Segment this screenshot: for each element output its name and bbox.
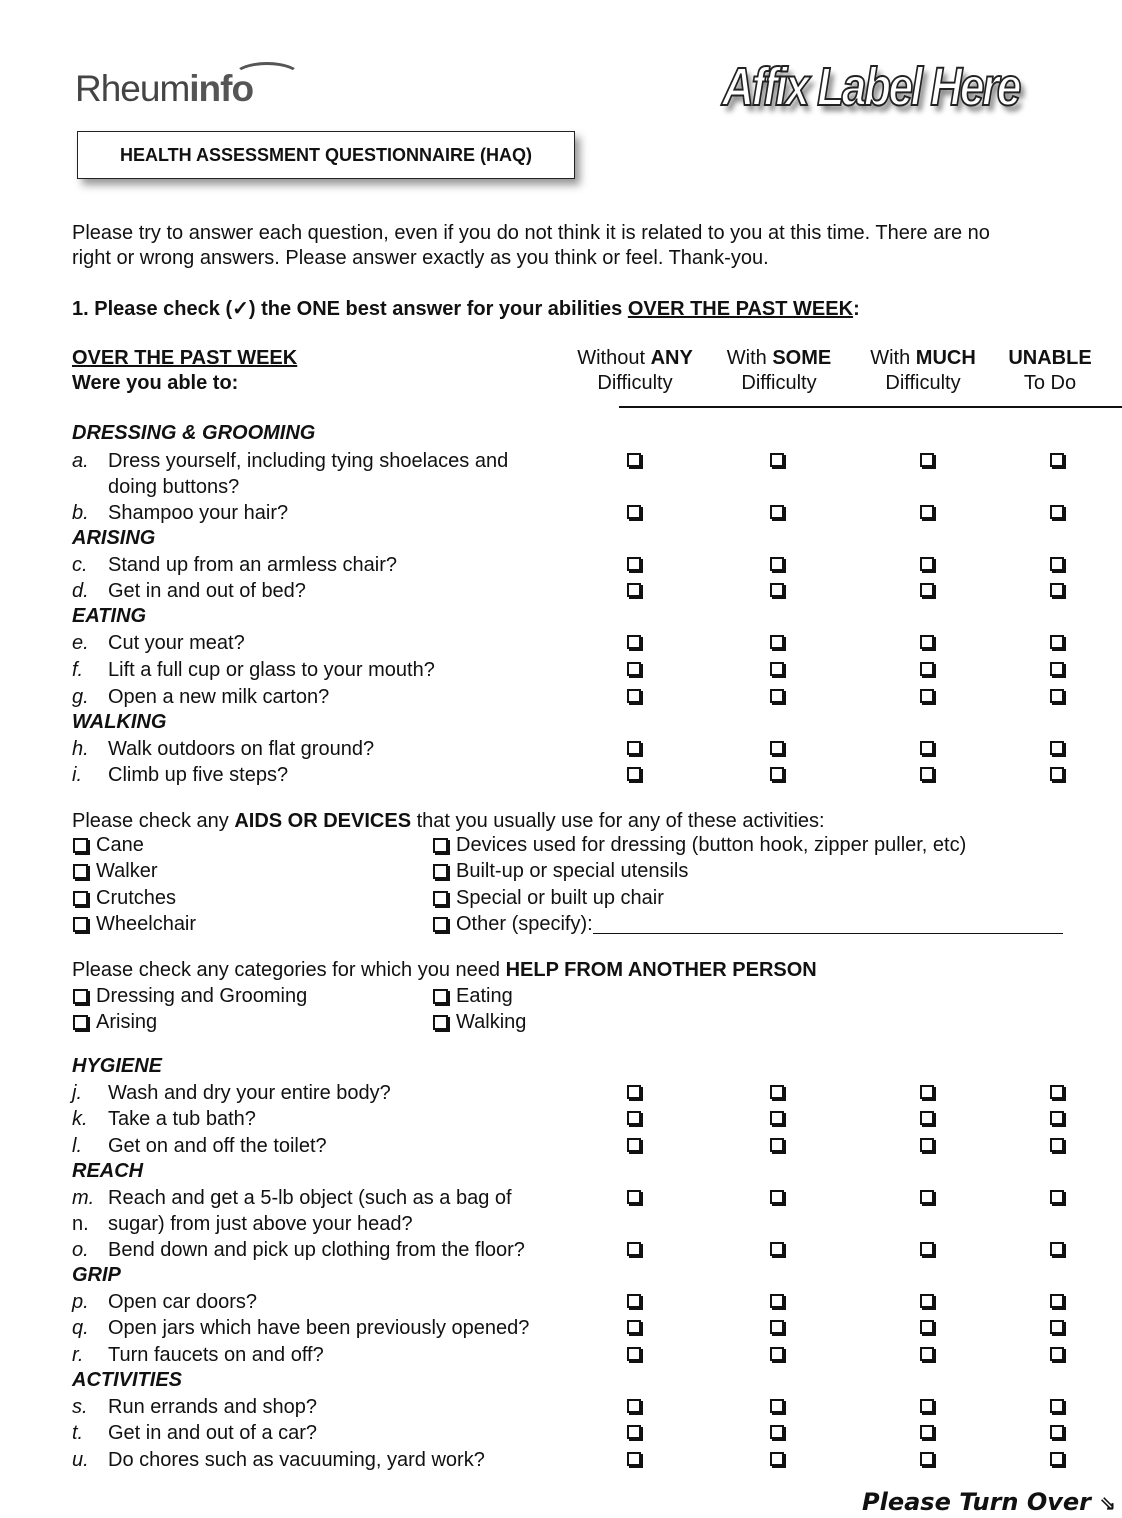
aid-option-crutches[interactable] — [73, 887, 176, 910]
help-label: Walking — [456, 1011, 527, 1033]
question-text: Turn faucets on and off? — [108, 1344, 324, 1366]
answer-checkbox[interactable] — [770, 557, 784, 571]
question-text: Bend down and pick up clothing from the floor? — [108, 1239, 525, 1261]
answer-checkbox[interactable] — [627, 1190, 641, 1204]
answer-checkbox[interactable] — [1050, 1190, 1064, 1204]
answer-checkbox[interactable] — [770, 505, 784, 519]
question-letter: a. — [72, 450, 89, 472]
answer-checkbox[interactable] — [627, 1294, 641, 1308]
question-text: Get in and out of bed? — [108, 580, 306, 602]
answer-checkbox[interactable] — [627, 453, 641, 467]
answer-checkbox[interactable] — [1050, 1111, 1064, 1125]
help-option-dressing[interactable] — [73, 985, 307, 1008]
answer-checkbox[interactable] — [770, 1452, 784, 1466]
form-title: HEALTH ASSESSMENT QUESTIONNAIRE (HAQ) — [77, 131, 575, 179]
rheuminfo-logo — [75, 68, 253, 110]
question-1-suffix: : — [853, 298, 860, 320]
question-letter: s. — [72, 1396, 88, 1418]
answer-checkbox[interactable] — [1050, 1085, 1064, 1099]
checkbox-icon[interactable] — [73, 917, 88, 932]
aid-label: Crutches — [96, 887, 177, 909]
answer-checkbox[interactable] — [627, 662, 641, 676]
question-letter: t. — [72, 1422, 84, 1444]
question-text: Open jars which have been previously opened? — [108, 1317, 530, 1339]
checkbox-icon[interactable] — [73, 864, 88, 879]
header-divider — [619, 406, 1122, 408]
question-letter: c. — [72, 554, 88, 576]
answer-checkbox[interactable] — [770, 1425, 784, 1439]
intro-line-2: right or wrong answers. Please answer exactly as you think or feel. Thank-you. — [72, 247, 769, 269]
question-1-heading — [72, 296, 860, 321]
help-label: Eating — [456, 985, 513, 1007]
question-text: Climb up five steps? — [108, 764, 289, 786]
question-text: Open car doors? — [108, 1291, 257, 1313]
answer-checkbox[interactable] — [627, 1138, 641, 1152]
answer-checkbox[interactable] — [920, 505, 934, 519]
affix-label-placeholder: Affix Label Here — [722, 57, 1019, 117]
question-letter: m. — [72, 1187, 95, 1209]
answer-checkbox[interactable] — [1050, 767, 1064, 781]
aid-option-walker[interactable] — [73, 860, 157, 883]
help-prefix: Please check any categories for which you need — [72, 959, 506, 981]
answer-checkbox[interactable] — [627, 689, 641, 703]
section-eating: EATING — [72, 605, 147, 627]
col-bold: SOME — [772, 347, 832, 369]
answer-checkbox[interactable] — [920, 1111, 934, 1125]
answer-checkbox[interactable] — [770, 689, 784, 703]
section-hygiene: HYGIENE — [72, 1055, 163, 1077]
table-header-title-block — [72, 346, 297, 396]
question-letter: b. — [72, 502, 89, 524]
section-grip: GRIP — [72, 1264, 121, 1286]
answer-checkbox[interactable] — [1050, 1294, 1064, 1308]
help-option-walking[interactable] — [433, 1011, 526, 1034]
checkbox-icon[interactable] — [433, 864, 448, 879]
answer-checkbox[interactable] — [920, 453, 934, 467]
question-letter: o. — [72, 1239, 89, 1261]
answer-checkbox[interactable] — [770, 453, 784, 467]
help-label: Dressing and Grooming — [96, 985, 308, 1007]
question-text: Cut your meat? — [108, 632, 245, 654]
question-letter: q. — [72, 1317, 89, 1339]
section-arising: ARISING — [72, 527, 156, 549]
turn-over-text: Please Turn Over — [862, 1488, 1092, 1516]
answer-checkbox[interactable] — [627, 1111, 641, 1125]
col-pre: Without — [577, 347, 651, 369]
question-letter: r. — [72, 1344, 84, 1366]
answer-checkbox[interactable] — [920, 689, 934, 703]
checkbox-icon[interactable] — [433, 989, 448, 1004]
answer-checkbox[interactable] — [770, 583, 784, 597]
table-header-subtitle: Were you able to: — [72, 372, 239, 394]
answer-checkbox[interactable] — [1050, 583, 1064, 597]
answer-checkbox[interactable] — [1050, 1320, 1064, 1334]
answer-checkbox[interactable] — [920, 662, 934, 676]
answer-checkbox[interactable] — [627, 1085, 641, 1099]
answer-checkbox[interactable] — [770, 741, 784, 755]
answer-checkbox[interactable] — [920, 1347, 934, 1361]
answer-checkbox[interactable] — [627, 1347, 641, 1361]
answer-checkbox[interactable] — [920, 1138, 934, 1152]
answer-checkbox[interactable] — [1050, 557, 1064, 571]
other-specify-line[interactable] — [593, 915, 1063, 934]
answer-checkbox[interactable] — [1050, 741, 1064, 755]
question-letter: e. — [72, 632, 89, 654]
help-label: Arising — [96, 1011, 158, 1033]
checkbox-icon[interactable] — [73, 838, 88, 853]
answer-checkbox[interactable] — [1050, 505, 1064, 519]
answer-checkbox[interactable] — [920, 1190, 934, 1204]
aids-prompt — [72, 809, 825, 834]
answer-checkbox[interactable] — [627, 1399, 641, 1413]
help-bold: HELP FROM ANOTHER PERSON — [505, 959, 817, 981]
aid-label: Devices used for dressing (button hook, zipper puller, etc) — [456, 834, 967, 856]
aid-option-other[interactable] — [433, 913, 1063, 936]
answer-checkbox[interactable] — [627, 635, 641, 649]
question-letter: l. — [72, 1135, 82, 1157]
answer-checkbox[interactable] — [770, 1138, 784, 1152]
table-header-title: OVER THE PAST WEEK — [72, 347, 298, 369]
answer-checkbox[interactable] — [920, 741, 934, 755]
answer-checkbox[interactable] — [1050, 1452, 1064, 1466]
answer-checkbox[interactable] — [1050, 1399, 1064, 1413]
answer-checkbox[interactable] — [770, 635, 784, 649]
answer-checkbox[interactable] — [770, 1085, 784, 1099]
answer-checkbox[interactable] — [920, 1242, 934, 1256]
checkbox-icon[interactable] — [433, 891, 448, 906]
aid-label: Wheelchair — [96, 913, 197, 935]
answer-checkbox[interactable] — [1050, 1347, 1064, 1361]
question-text: Stand up from an armless chair? — [108, 554, 398, 576]
answer-checkbox[interactable] — [920, 1294, 934, 1308]
answer-checkbox[interactable] — [920, 635, 934, 649]
section-reach: REACH — [72, 1160, 144, 1182]
question-1-emphasis: OVER THE PAST WEEK — [627, 298, 854, 320]
question-letter: j. — [72, 1082, 82, 1104]
question-text: Dress yourself, including tying shoelaces and — [108, 450, 509, 472]
question-letter: n. — [72, 1213, 89, 1235]
answer-checkbox[interactable] — [770, 1399, 784, 1413]
answer-checkbox[interactable] — [627, 505, 641, 519]
aid-label: Other (specify): — [456, 913, 593, 935]
checkbox-icon[interactable] — [73, 1015, 88, 1030]
question-text: Do chores such as vacuuming, yard work? — [108, 1449, 485, 1471]
answer-checkbox[interactable] — [1050, 453, 1064, 467]
question-text: Shampoo your hair? — [108, 502, 289, 524]
question-letter: h. — [72, 738, 89, 760]
aid-option-cane[interactable] — [73, 834, 144, 857]
question-text: Run errands and shop? — [108, 1396, 318, 1418]
aid-label: Special or built up chair — [456, 887, 664, 909]
logo-arc-icon — [233, 62, 301, 91]
answer-checkbox[interactable] — [1050, 662, 1064, 676]
answer-checkbox[interactable] — [770, 1190, 784, 1204]
aid-label: Cane — [96, 834, 144, 856]
question-letter: k. — [72, 1108, 88, 1130]
answer-checkbox[interactable] — [770, 1347, 784, 1361]
answer-checkbox[interactable] — [920, 557, 934, 571]
aids-prefix: Please check any — [72, 810, 235, 832]
answer-checkbox[interactable] — [770, 1242, 784, 1256]
answer-checkbox[interactable] — [1050, 1138, 1064, 1152]
help-prompt — [72, 958, 817, 983]
col-pre: With — [726, 347, 773, 369]
checkbox-icon[interactable] — [433, 917, 448, 932]
aids-bold: AIDS OR DEVICES — [234, 810, 412, 832]
answer-checkbox[interactable] — [627, 557, 641, 571]
question-text: Lift a full cup or glass to your mouth? — [108, 659, 435, 681]
answer-checkbox[interactable] — [627, 1320, 641, 1334]
question-text-continued: doing buttons? — [108, 476, 240, 498]
col-bold: ANY — [650, 347, 693, 369]
intro-line-1: Please try to answer each question, even if you do not think it is related to you at this time. There are no — [72, 222, 990, 244]
answer-checkbox[interactable] — [627, 1425, 641, 1439]
answer-checkbox[interactable] — [1050, 689, 1064, 703]
logo-text-left: Rheum — [75, 68, 190, 109]
question-letter: p. — [72, 1291, 89, 1313]
column-header-unable — [990, 346, 1110, 396]
checkbox-icon[interactable] — [433, 838, 448, 853]
col-bold: MUCH — [915, 347, 976, 369]
answer-checkbox[interactable] — [920, 1452, 934, 1466]
aid-label: Walker — [96, 860, 158, 882]
answer-checkbox[interactable] — [770, 767, 784, 781]
please-turn-over — [862, 1488, 1116, 1516]
question-letter: u. — [72, 1449, 89, 1471]
col-line2: Difficulty — [741, 372, 817, 394]
question-letter: f. — [72, 659, 84, 681]
aid-option-utensils[interactable] — [433, 860, 688, 883]
col-line2: Difficulty — [597, 372, 673, 394]
column-header-without-any — [570, 346, 700, 396]
answer-checkbox[interactable] — [920, 767, 934, 781]
section-dressing-grooming: DRESSING & GROOMING — [72, 422, 316, 444]
column-header-with-much — [858, 346, 988, 396]
section-activities: ACTIVITIES — [72, 1369, 183, 1391]
question-letter: d. — [72, 580, 89, 602]
answer-checkbox[interactable] — [1050, 1425, 1064, 1439]
answer-checkbox[interactable] — [770, 662, 784, 676]
question-text-continued: sugar) from just above your head? — [108, 1213, 413, 1235]
answer-checkbox[interactable] — [770, 1320, 784, 1334]
question-text: Open a new milk carton? — [108, 686, 330, 708]
answer-checkbox[interactable] — [627, 1242, 641, 1256]
question-text: Wash and dry your entire body? — [108, 1082, 391, 1104]
help-option-eating[interactable] — [433, 985, 513, 1008]
question-text: Take a tub bath? — [108, 1108, 256, 1130]
question-text: Reach and get a 5-lb object (such as a bag of — [108, 1187, 512, 1209]
answer-checkbox[interactable] — [770, 1294, 784, 1308]
aids-suffix: that you usually use for any of these activities: — [411, 810, 825, 832]
answer-checkbox[interactable] — [920, 1085, 934, 1099]
answer-checkbox[interactable] — [1050, 1242, 1064, 1256]
question-text: Walk outdoors on flat ground? — [108, 738, 375, 760]
aid-option-dressing-devices[interactable] — [433, 834, 966, 857]
question-letter: i. — [72, 764, 82, 786]
checkbox-icon[interactable] — [73, 989, 88, 1004]
answer-checkbox[interactable] — [627, 741, 641, 755]
question-1-prefix: 1. Please check (✓) the ONE best answer for your abilities — [72, 298, 628, 320]
aid-option-wheelchair[interactable] — [73, 913, 196, 936]
answer-checkbox[interactable] — [627, 583, 641, 597]
aid-label: Built-up or special utensils — [456, 860, 689, 882]
col-bold: UNABLE — [1008, 347, 1092, 369]
answer-checkbox[interactable] — [920, 1425, 934, 1439]
logo-text-right: info — [189, 68, 254, 109]
answer-checkbox[interactable] — [920, 1320, 934, 1334]
col-line2: Difficulty — [885, 372, 961, 394]
question-letter: g. — [72, 686, 89, 708]
help-option-arising[interactable] — [73, 1011, 157, 1034]
section-walking: WALKING — [72, 711, 167, 733]
aid-option-special-chair[interactable] — [433, 887, 664, 910]
answer-checkbox[interactable] — [1050, 635, 1064, 649]
column-header-with-some — [714, 346, 844, 396]
question-text: Get on and off the toilet? — [108, 1135, 327, 1157]
answer-checkbox[interactable] — [770, 1111, 784, 1125]
arrow-icon: ⇘ — [1099, 1491, 1117, 1515]
checkbox-icon[interactable] — [73, 891, 88, 906]
answer-checkbox[interactable] — [920, 1399, 934, 1413]
answer-checkbox[interactable] — [627, 1452, 641, 1466]
answer-checkbox[interactable] — [920, 583, 934, 597]
question-text: Get in and out of a car? — [108, 1422, 318, 1444]
checkbox-icon[interactable] — [433, 1015, 448, 1030]
answer-checkbox[interactable] — [627, 767, 641, 781]
col-pre: With — [870, 347, 916, 369]
col-line2: To Do — [1023, 372, 1077, 394]
